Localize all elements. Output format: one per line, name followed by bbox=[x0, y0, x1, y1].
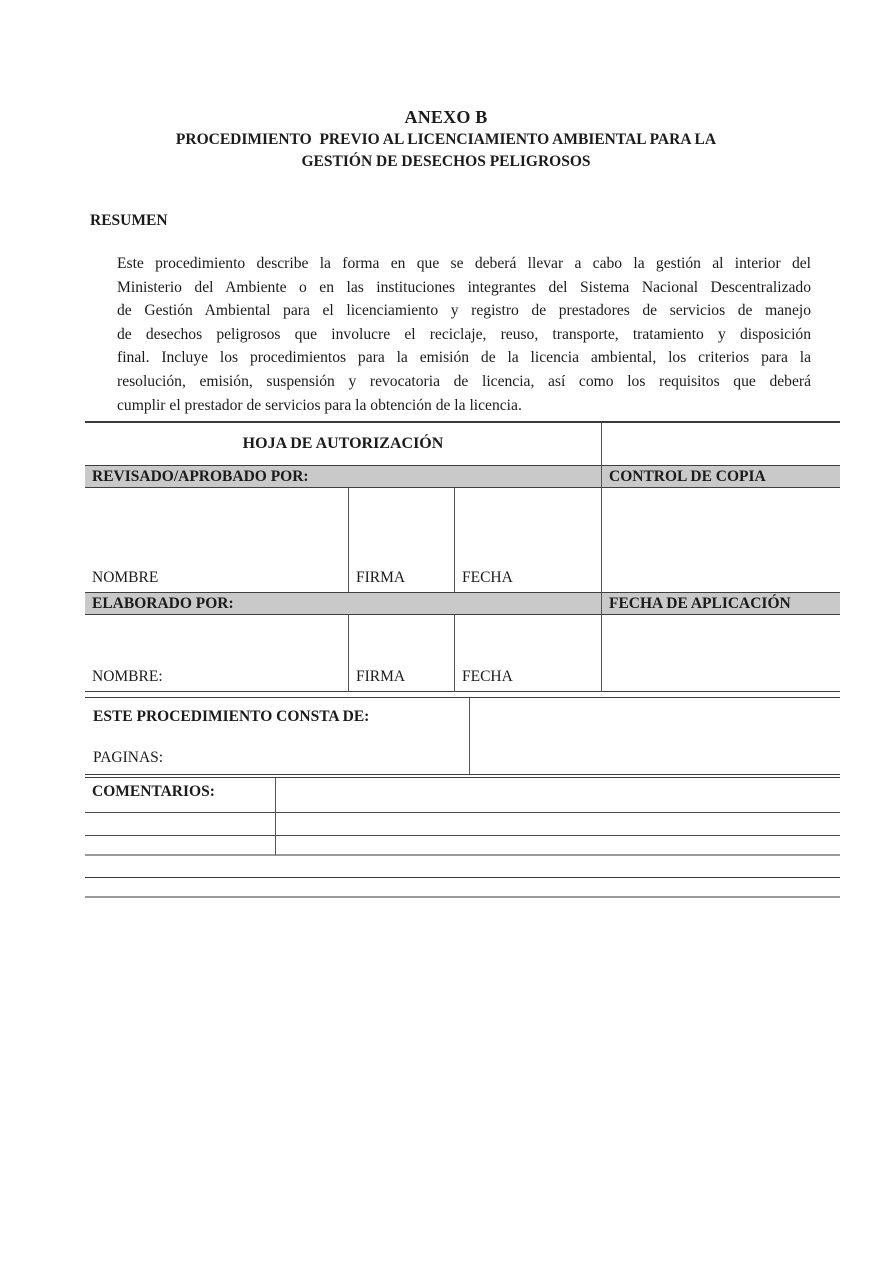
fecha-label: FECHA bbox=[462, 569, 513, 586]
document-title: ANEXO B bbox=[404, 107, 488, 127]
paginas-label: PAGINAS: bbox=[93, 749, 164, 766]
comentarios-empty-value-cell bbox=[276, 836, 840, 856]
authorization-table bbox=[85, 421, 840, 692]
resumen-paragraph bbox=[117, 252, 811, 417]
firma-label: FIRMA bbox=[356, 668, 406, 685]
document-subtitle-line-1: PROCEDIMIENTO PREVIO AL LICENCIAMIENTO AMBIENTAL PARA LA bbox=[175, 131, 717, 148]
consta-label: ESTE PROCEDIMIENTO CONSTA DE: bbox=[93, 708, 370, 725]
consta-left-cell bbox=[85, 698, 470, 774]
revisado-aprobado-label: REVISADO/APROBADO POR: bbox=[92, 467, 309, 485]
hoja-title: HOJA DE AUTORIZACIÓN bbox=[242, 435, 444, 452]
comentarios-label: COMENTARIOS: bbox=[92, 783, 215, 800]
comentarios-empty-value-cell bbox=[276, 813, 840, 836]
elaborado-nombre-cell bbox=[85, 615, 349, 692]
elaborado-firma-cell bbox=[349, 615, 455, 692]
elaborado-por-label: ELABORADO POR: bbox=[92, 594, 234, 612]
revisado-aprobado-cell bbox=[85, 466, 602, 488]
consta-box bbox=[85, 697, 840, 775]
hoja-title-cell bbox=[85, 423, 602, 466]
comentarios-value-cell bbox=[276, 778, 840, 813]
comentarios-table bbox=[85, 777, 840, 898]
fecha-de-aplicacion-cell bbox=[602, 593, 840, 615]
comentarios-fullwidth-row bbox=[85, 878, 840, 898]
comentarios-label-cell bbox=[85, 778, 276, 813]
nombre-label: NOMBRE bbox=[92, 569, 159, 586]
control-de-copia-label: CONTROL DE COPIA bbox=[609, 467, 766, 485]
nombre-label: NOMBRE: bbox=[92, 668, 163, 685]
resumen-line: cumplir el prestador de servicios para la obtención de la licencia. bbox=[117, 396, 522, 414]
fecha-de-aplicacion-empty-cell bbox=[602, 615, 840, 692]
fecha-de-aplicacion-label: FECHA DE APLICACIÓN bbox=[609, 594, 791, 612]
revisado-nombre-cell bbox=[85, 488, 349, 593]
resumen-line: final. Incluye los procedimientos para la emisión de la licencia ambiental, los criterios para la bbox=[117, 349, 811, 367]
resumen-line: resolución, emisión, suspensión y revocatoria de licencia, así como los requisitos que deberá bbox=[117, 372, 811, 390]
elaborado-por-cell bbox=[85, 593, 602, 615]
title-block bbox=[0, 106, 892, 173]
resumen-line: Ministerio del Ambiente o en las instituciones integrantes del Sistema Nacional Descentralizado bbox=[117, 278, 811, 296]
hoja-title-right-empty-cell bbox=[602, 423, 840, 466]
elaborado-fecha-cell bbox=[455, 615, 602, 692]
resumen-line: Este procedimiento describe la forma en que se deberá llevar a cabo la gestión al interior del bbox=[117, 255, 811, 272]
comentarios-empty-left-cell bbox=[85, 813, 276, 836]
control-de-copia-empty-cell bbox=[602, 488, 840, 593]
document-subtitle-line-2: GESTIÓN DE DESECHOS PELIGROSOS bbox=[301, 153, 591, 170]
control-de-copia-cell bbox=[602, 466, 840, 488]
revisado-fecha-cell bbox=[455, 488, 602, 593]
comentarios-fullwidth-row bbox=[85, 856, 840, 878]
firma-label: FIRMA bbox=[356, 569, 406, 586]
fecha-label: FECHA bbox=[462, 668, 513, 685]
resumen-line: de Gestión Ambiental para el licenciamiento y registro de prestadores de servicios de manejo bbox=[117, 302, 811, 320]
consta-right-empty-cell bbox=[470, 698, 840, 774]
comentarios-empty-left-cell bbox=[85, 836, 276, 856]
resumen-line: de desechos peligrosos que involucre el reciclaje, reuso, transporte, tratamiento y disposición bbox=[117, 325, 811, 343]
resumen-heading: RESUMEN bbox=[90, 212, 168, 229]
revisado-firma-cell bbox=[349, 488, 455, 593]
